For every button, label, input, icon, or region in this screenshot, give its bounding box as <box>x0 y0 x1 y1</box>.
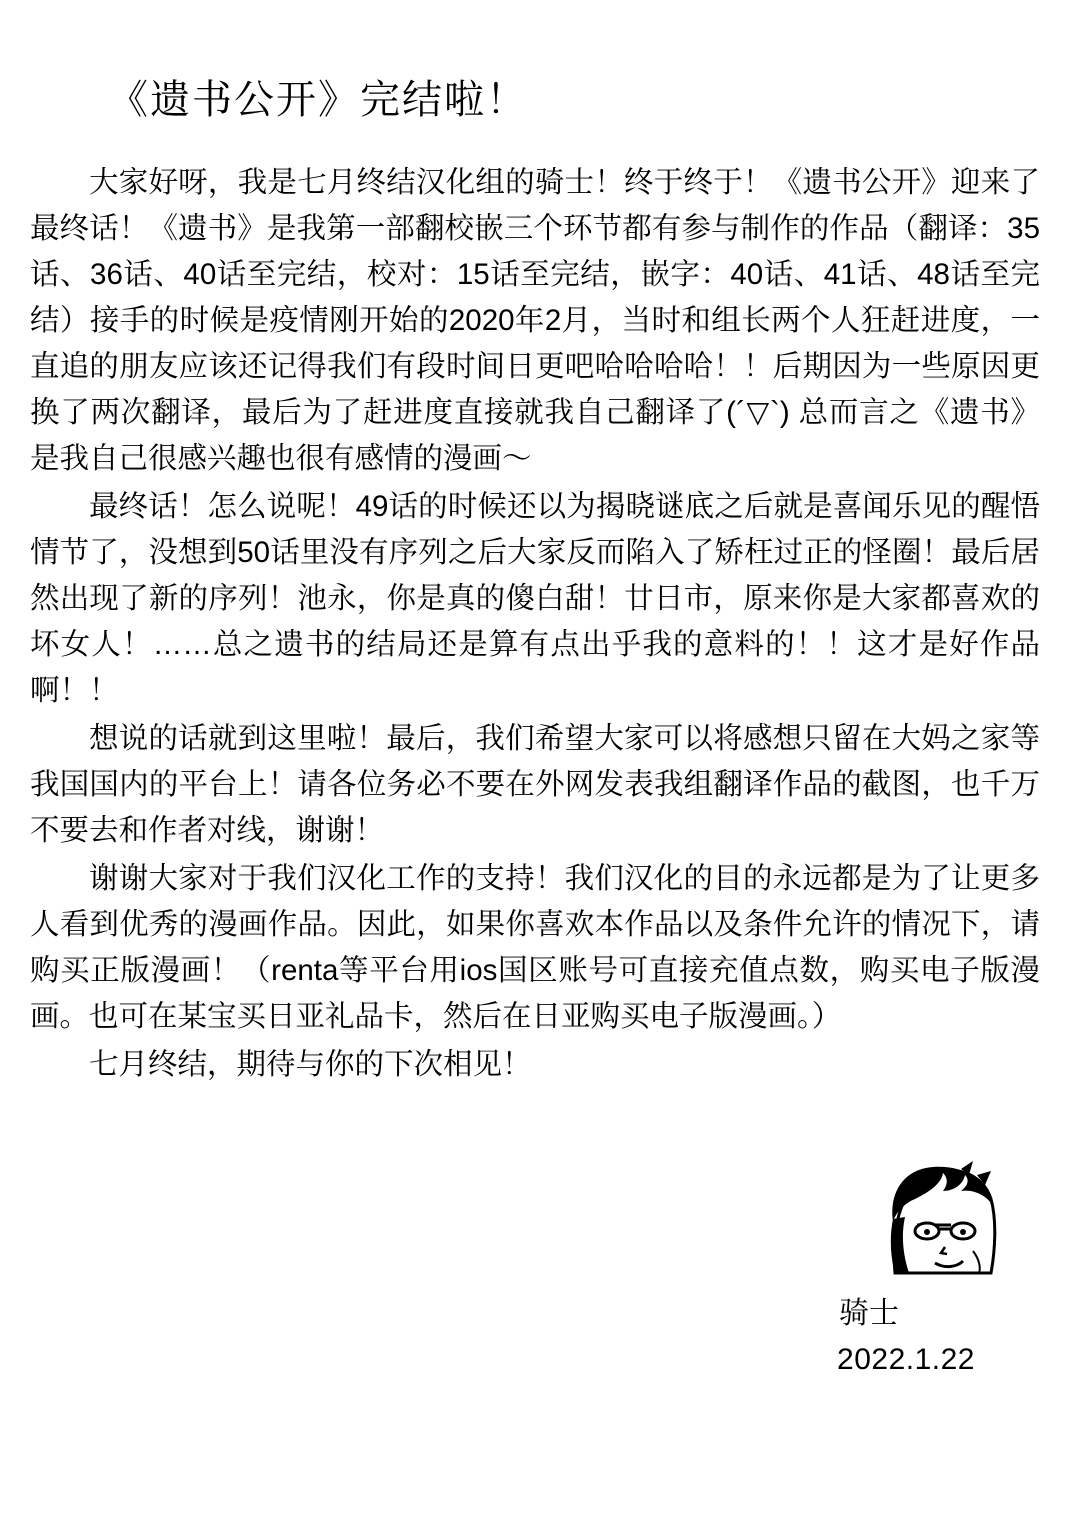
paragraph: 大家好呀，我是七月终结汉化组的骑士！终于终于！《遗书公开》迎来了最终话！《遗书》是我第一部翻校嵌三个环节都有参与制作的作品（翻译：35话、36话、40话至完结，校对：15话至完结，嵌字：40话、41话、48话至完结）接手的时候是疫情刚开始的2020年2月，当时和组长两个人狂赶进度，一直追的朋友应该还记得我们有段时间日更吧哈哈哈哈！！后期因为一些原因更换了两次翻译，最后为了赶进度直接就我自己翻译了(´▽`) 总而言之《遗书》是我自己很感兴趣也很有感情的漫画～ <box>30 166 1040 475</box>
paragraph: 谢谢大家对于我们汉化工作的支持！我们汉化的目的永远都是为了让更多人看到优秀的漫画作品。因此，如果你喜欢本作品以及条件允许的情况下，请购买正版漫画！（renta等平台用ios国区账号可直接充值点数，购买电子版漫画。也可在某宝买日亚礼品卡，然后在日亚购买电子版漫画。） <box>30 862 1040 1033</box>
paragraph: 想说的话就到这里啦！最后，我们希望大家可以将感想只留在大妈之家等我国国内的平台上！请各位务必不要在外网发表我组翻译作品的截图，也千万不要去和作者对线，谢谢！ <box>30 722 1040 847</box>
paragraph: 最终话！怎么说呢！49话的时候还以为揭晓谜底之后就是喜闻乐见的醒悟情节了，没想到50话里没有序列之后大家反而陷入了矫枉过正的怪圈！最后居然出现了新的序列！池永，你是真的傻白甜！廿日市，原来你是大家都喜欢的坏女人！……总之遗书的结局还是算有点出乎我的意料的！！这才是好作品啊！！ <box>30 490 1040 707</box>
document-body <box>30 160 1040 1090</box>
signature-name: 骑士 <box>839 1297 900 1330</box>
signature-block <box>837 1291 975 1383</box>
page-title: 《遗书公开》完结啦！ <box>108 78 528 122</box>
manga-character-avatar-icon <box>865 1155 1005 1295</box>
signature-date: 2022.1.22 <box>837 1343 975 1376</box>
paragraph: 七月终结，期待与你的下次相见！ <box>89 1048 532 1081</box>
